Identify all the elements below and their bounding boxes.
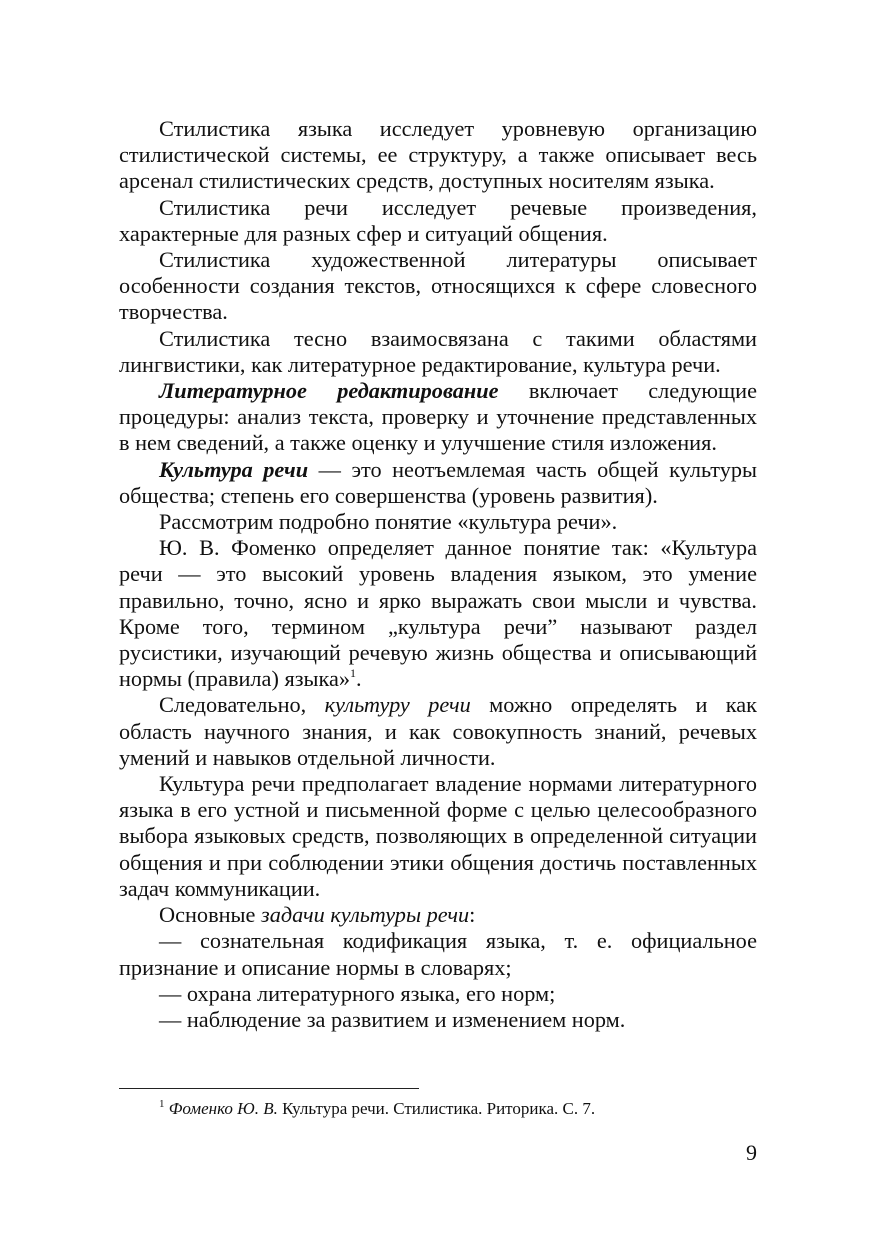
- consequently-start: Следовательно,: [159, 692, 325, 718]
- term-speech-culture: Культура речи: [159, 456, 309, 482]
- footnote-reference: 1: [350, 666, 357, 681]
- footnote-text: Культура речи. Стилистика. Риторика. С. 7.: [277, 1099, 596, 1118]
- term-literary-editing: Литературное редактирование: [159, 378, 499, 404]
- term-culture-of-speech-italic: культуру речи: [324, 692, 471, 718]
- paragraph-consider-concept: Рассмотрим подробно понятие «культура речи».: [159, 509, 618, 535]
- consequently-rest: можно определять и как область научного знания, и как совокупность знаний, речевых умений и навыков отдельной личности.: [119, 692, 757, 770]
- main-tasks-start: Основные: [159, 902, 261, 928]
- list-item: — наблюдение за развитием и изменением норм.: [159, 1006, 626, 1032]
- list-item: — охрана литературного языка, его норм;: [159, 980, 556, 1006]
- paragraph-literary-editing: [119, 378, 757, 457]
- term-tasks-italic: задачи культуры речи: [261, 902, 470, 928]
- paragraph-consequently: [119, 692, 757, 771]
- paragraph-speech-culture: [119, 457, 757, 509]
- footnote-author: Фоменко Ю. В.: [168, 1099, 278, 1118]
- list-item: — сознательная кодификация языка, т. е. официальное признание и описание нормы в словарях;: [119, 928, 757, 980]
- paragraph-fomenko-quote: [119, 535, 757, 692]
- paragraph-speech-culture-norms: Культура речи предполагает владение нормами литературного языка в его устной и письменной форме с целью целесообразного выбора языковых средств, позволяющих в определенной ситуации общения и при соблюдении этики общения достичь поставленных задач коммуникации.: [119, 771, 757, 901]
- quote-end: .: [356, 666, 362, 692]
- footnote: [159, 1098, 757, 1120]
- quote-text: Ю. В. Фоменко определяет данное понятие так: «Культура речи — это высокий уровень владения языком, это умение правильно, точно, ясно и ярко выражать свои мысли и чувства. Кроме того, термином „культура речи” называют раздел русистики, изучающий речевую жизнь общества и описывающий нормы (правила) языка»: [119, 535, 757, 692]
- main-tasks-end: :: [469, 902, 476, 928]
- paragraph-literary-editing-text: включает следующие процедуры: анализ текста, проверку и уточнение представленных в нем сведений, а также оценку и улучшение стиля изложения.: [119, 378, 758, 456]
- paragraph-main-tasks: [119, 902, 757, 928]
- footnote-number: 1: [159, 1098, 165, 1110]
- paragraph-stylistics-speech: Стилистика речи исследует речевые произведения, характерные для разных сфер и ситуаций общения.: [119, 194, 757, 246]
- main-text: [119, 116, 757, 1033]
- page-number: 9: [746, 1140, 757, 1165]
- paragraph-stylistics-relations: Стилистика тесно взаимосвязана с такими областями лингвистики, как литературное редактирование, культура речи.: [119, 325, 757, 377]
- footnote-divider: [119, 1088, 419, 1089]
- paragraph-stylistics-language: Стилистика языка исследует уровневую организацию стилистической системы, ее структуру, а также описывает весь арсенал стилистических средств, доступных носителям языка.: [119, 116, 757, 194]
- paragraph-speech-culture-text: — это неотъемлемая часть общей культуры общества; степень его совершенства (уровень развития).: [119, 456, 757, 508]
- paragraph-stylistics-literature: Стилистика художественной литературы описывает особенности создания текстов, относящихся к сфере словесного творчества.: [119, 247, 757, 325]
